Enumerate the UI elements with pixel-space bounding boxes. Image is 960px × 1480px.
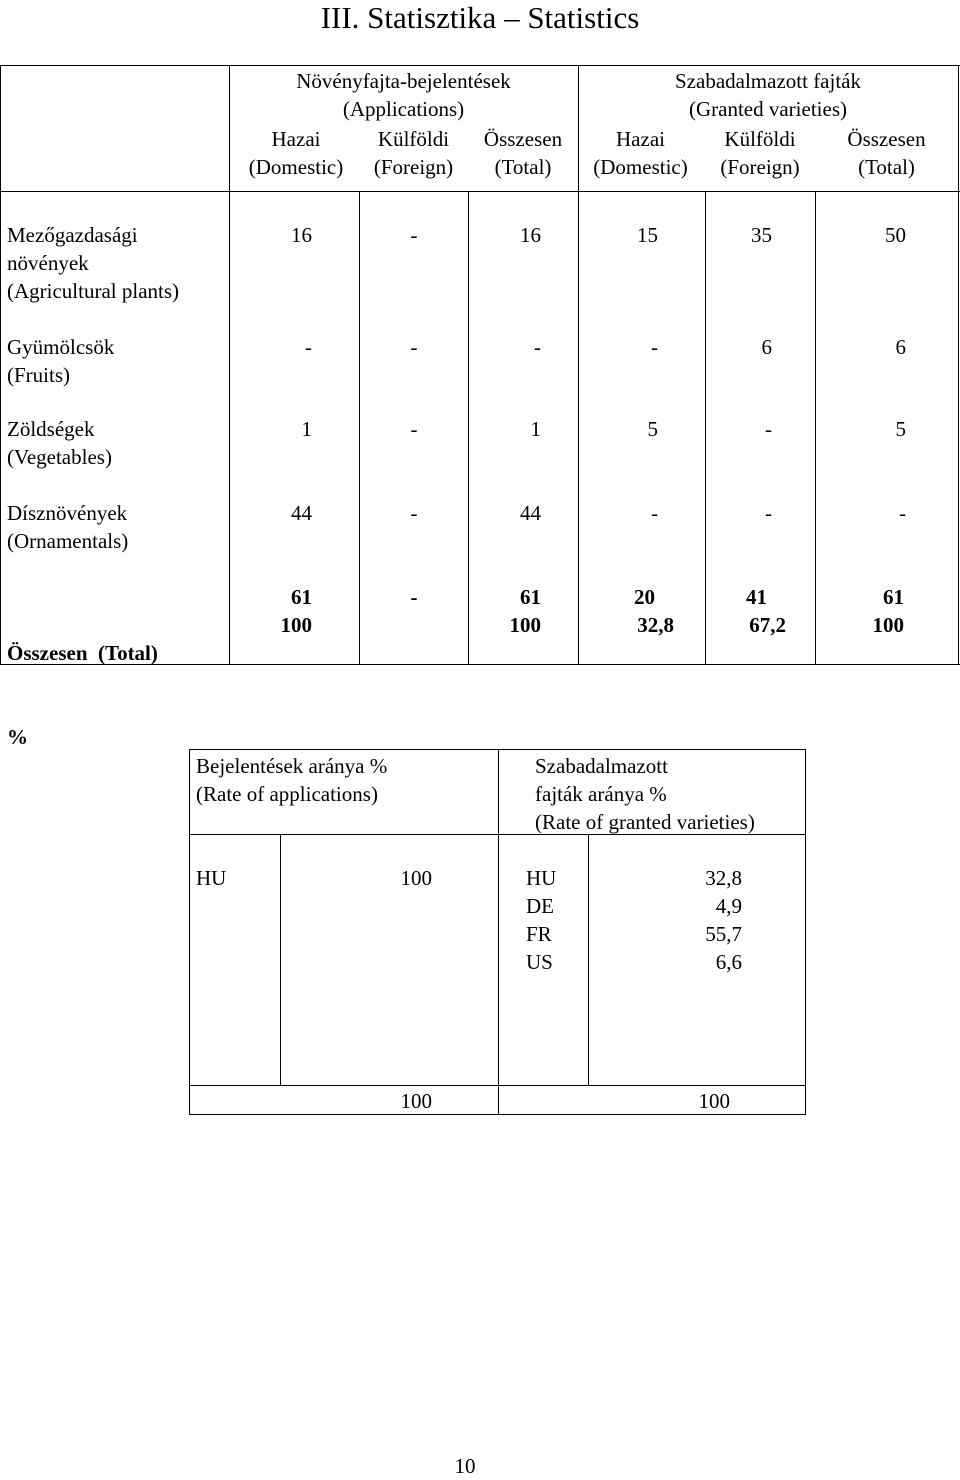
rate-table-divider bbox=[498, 749, 499, 1115]
country-code: DE bbox=[526, 894, 554, 918]
table-cell: 5 bbox=[647, 417, 658, 441]
column-header-domestic: Hazai (Domestic) bbox=[593, 127, 688, 179]
rate-table-divider bbox=[280, 834, 281, 1086]
column-divider bbox=[359, 191, 360, 665]
column-header-total: Összesen (Total) bbox=[483, 127, 563, 179]
page-number: 10 bbox=[454, 1454, 476, 1478]
table-border-right bbox=[958, 65, 959, 665]
country-code: FR bbox=[526, 922, 552, 946]
table-cell: - bbox=[410, 223, 418, 247]
applications-group-header: Növényfajta-bejelentések (Applications) bbox=[296, 69, 511, 121]
row-label-fruits: Gyümölcsök (Fruits) bbox=[7, 335, 115, 387]
page-title: III. Statisztika – Statistics bbox=[320, 0, 640, 35]
table-cell: - bbox=[410, 335, 418, 359]
applications-total: 100 bbox=[400, 1089, 432, 1113]
total-cell: 41 67,2 bbox=[746, 585, 786, 637]
row-label-agricultural-plants: Mezőgazdasági növények (Agricultural plants) bbox=[7, 223, 180, 303]
table-cell: - bbox=[534, 335, 541, 359]
table-cell: - bbox=[305, 335, 312, 359]
total-cell: 61 100 bbox=[872, 585, 904, 637]
column-header-domestic: Hazai (Domestic) bbox=[248, 127, 344, 179]
table-cell: 1 bbox=[530, 417, 541, 441]
total-cell: 61 100 bbox=[280, 585, 312, 637]
table-cell: - bbox=[651, 501, 658, 525]
row-label-ornamentals: Dísznövények (Ornamentals) bbox=[7, 501, 129, 553]
column-divider bbox=[229, 65, 230, 665]
table-cell: - bbox=[765, 417, 772, 441]
table-cell: 1 bbox=[301, 417, 312, 441]
rate-value: 4,9 bbox=[715, 894, 742, 918]
table-cell: 44 bbox=[520, 501, 541, 525]
table-cell: - bbox=[899, 501, 906, 525]
column-header-foreign: Külföldi (Foreign) bbox=[373, 127, 454, 179]
rate-table-divider bbox=[588, 834, 589, 1086]
table-cell: 50 bbox=[885, 223, 906, 247]
table-header-separator bbox=[0, 191, 960, 192]
rate-value: 100 bbox=[400, 866, 432, 890]
total-cell: - bbox=[410, 585, 418, 609]
rate-value: 6,6 bbox=[715, 950, 742, 974]
table-cell: - bbox=[410, 417, 418, 441]
table-cell: 6 bbox=[761, 335, 772, 359]
row-label-vegetables: Zöldségek (Vegetables) bbox=[7, 417, 112, 469]
country-code: HU bbox=[526, 866, 557, 890]
table-cell: 15 bbox=[637, 223, 658, 247]
country-code: US bbox=[526, 950, 553, 974]
table-cell: - bbox=[651, 335, 658, 359]
rate-value: 55,7 bbox=[705, 922, 742, 946]
granted-total: 100 bbox=[698, 1089, 730, 1113]
rate-table-border-left bbox=[189, 749, 190, 1115]
column-divider bbox=[815, 191, 816, 665]
rate-of-applications-header: Bejelentések aránya % (Rate of applications) bbox=[196, 754, 388, 806]
table-border-top bbox=[0, 65, 960, 66]
total-cell: 20 32,8 bbox=[634, 585, 674, 637]
table-cell: - bbox=[765, 501, 772, 525]
table-cell: 35 bbox=[751, 223, 772, 247]
table-cell: 16 bbox=[291, 223, 312, 247]
granted-group-header: Szabadalmazott fajták (Granted varieties) bbox=[675, 69, 861, 121]
table-cell: - bbox=[410, 501, 418, 525]
total-cell: 61 100 bbox=[509, 585, 541, 637]
column-header-foreign: Külföldi (Foreign) bbox=[720, 127, 800, 179]
table-border-left bbox=[0, 65, 1, 665]
table-cell: 44 bbox=[291, 501, 312, 525]
rate-table-border-right bbox=[805, 749, 806, 1115]
country-code: HU bbox=[196, 866, 227, 890]
rate-value: 32,8 bbox=[705, 866, 742, 890]
table-cell: 6 bbox=[895, 335, 906, 359]
rate-of-granted-header: Szabadalmazott fajták aránya % (Rate of granted varieties) bbox=[535, 754, 755, 834]
row-label-total: Összesen (Total) % bbox=[7, 641, 158, 749]
column-header-total: Összesen (Total) bbox=[847, 127, 926, 179]
table-cell: 16 bbox=[520, 223, 541, 247]
table-cell: 5 bbox=[895, 417, 906, 441]
